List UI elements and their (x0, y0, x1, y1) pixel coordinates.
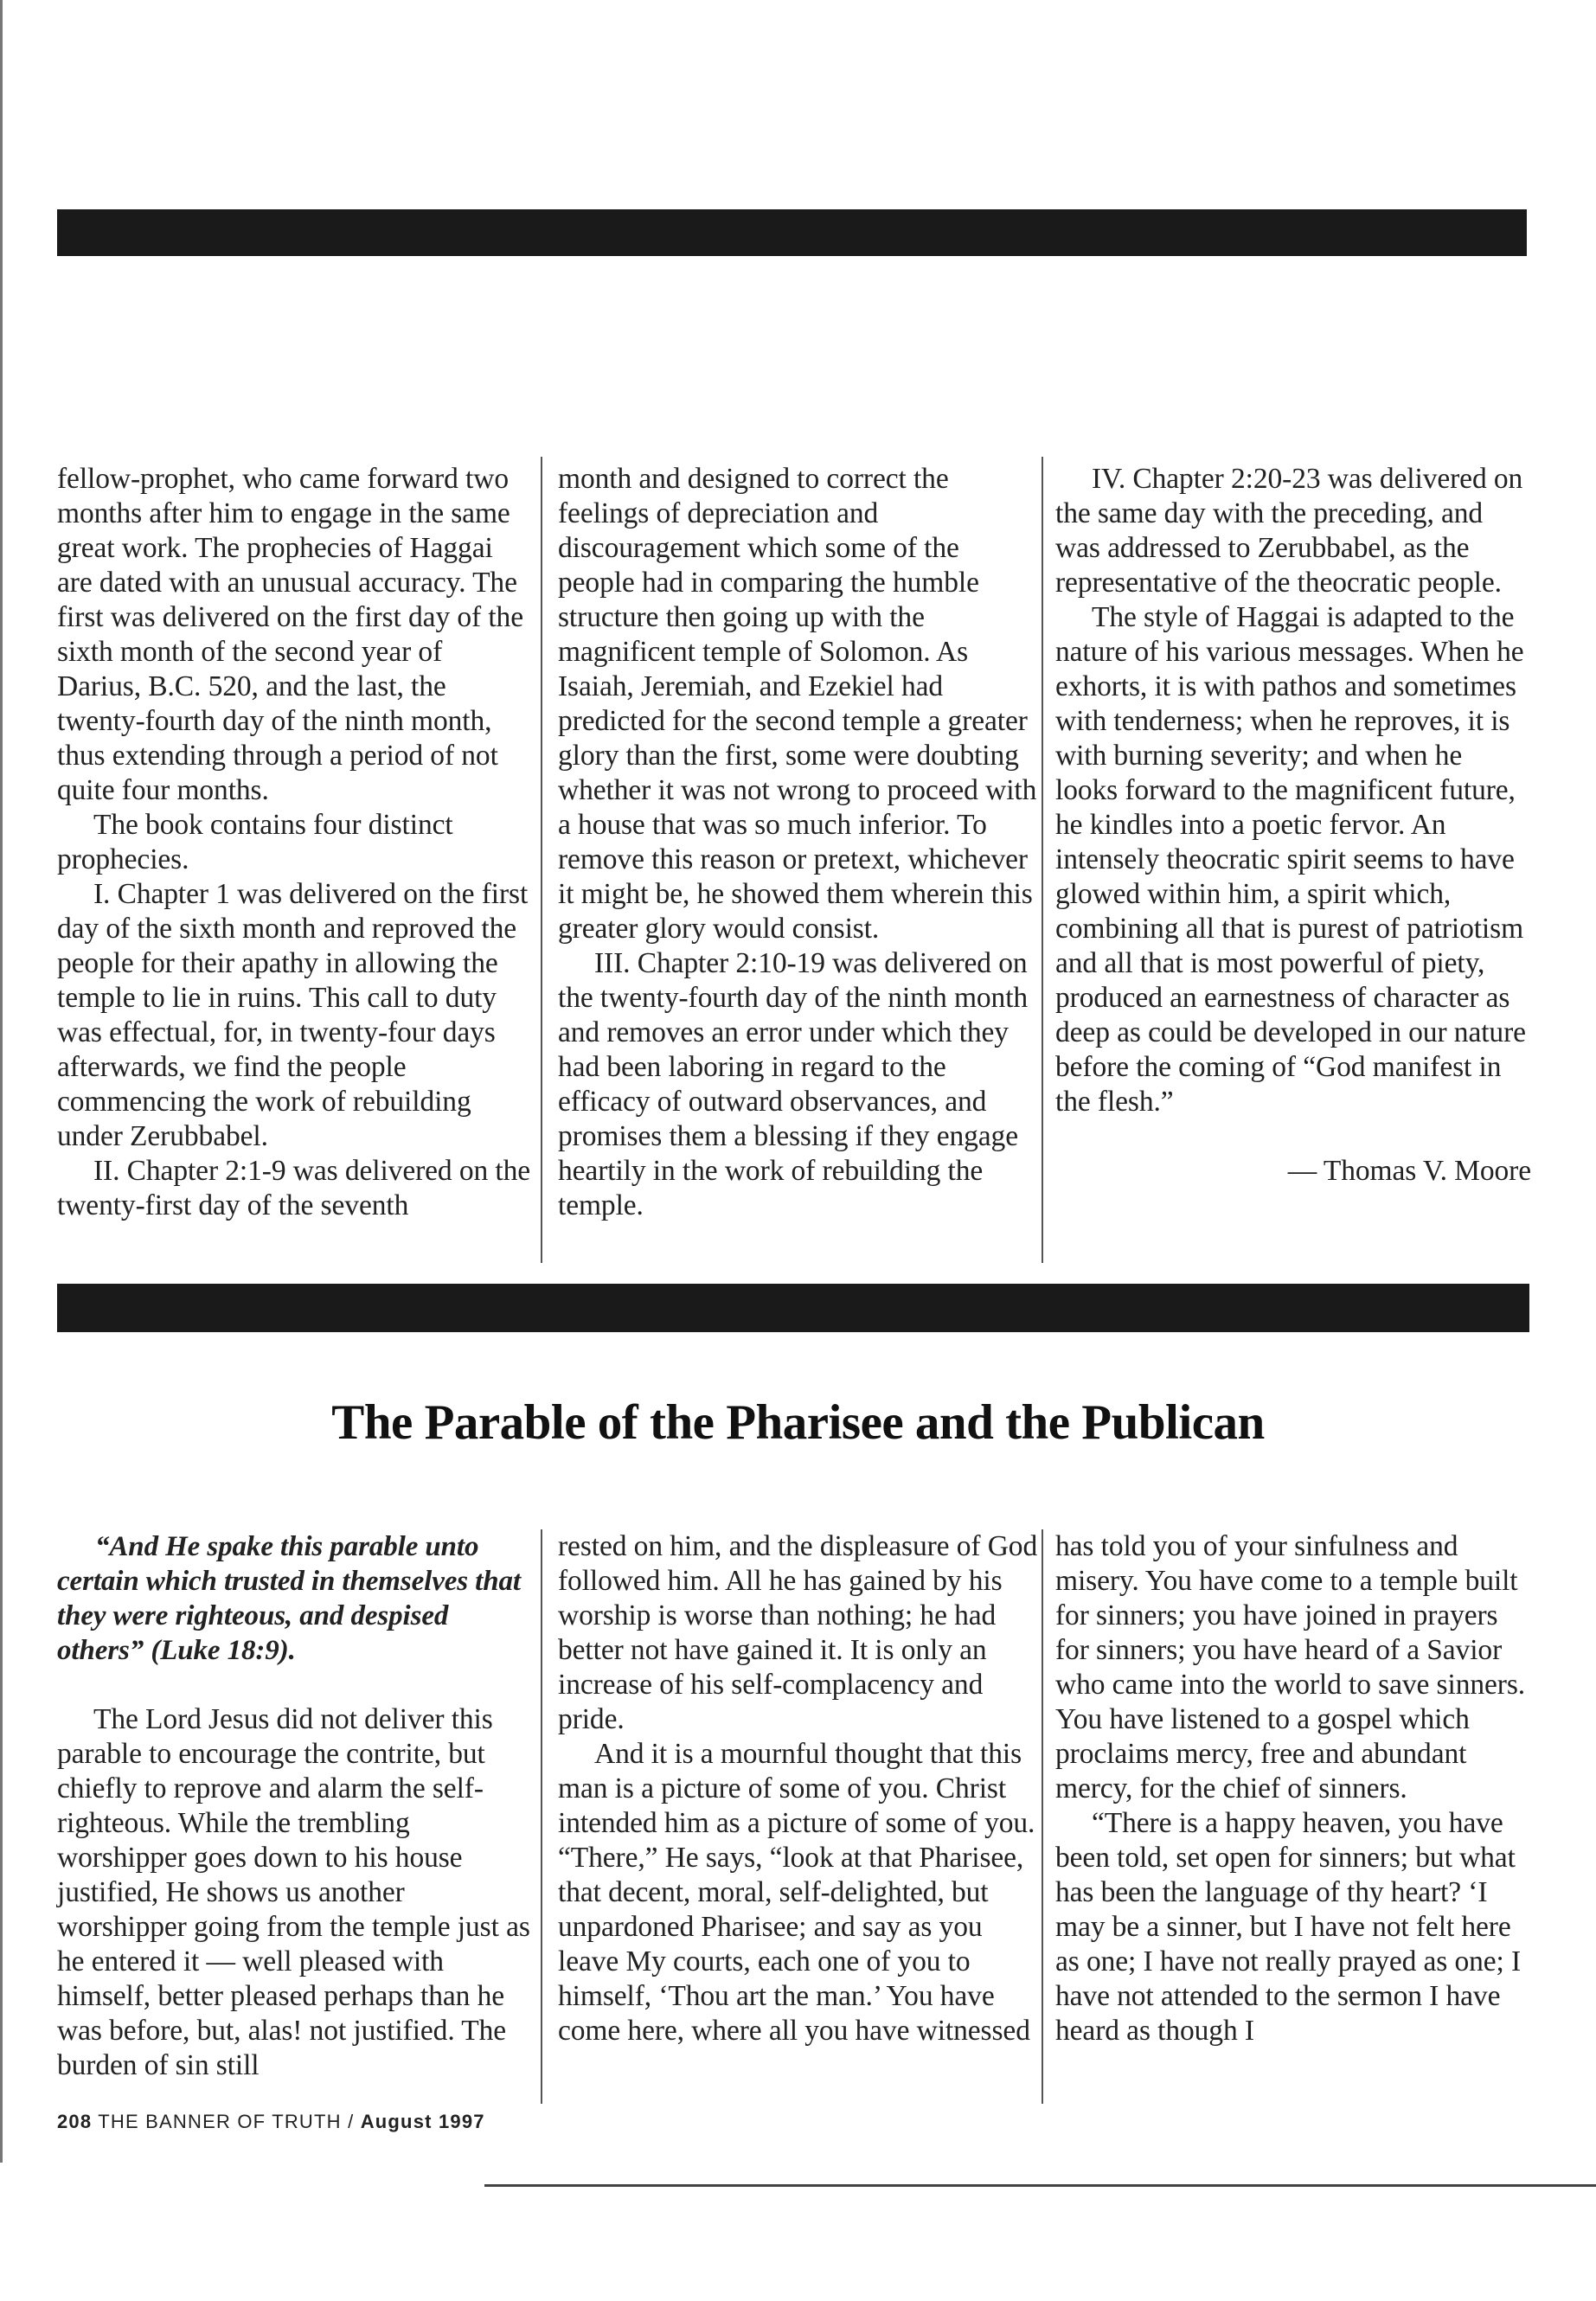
middle-decorative-bar (57, 1284, 1529, 1332)
column-rule (541, 457, 542, 1263)
paragraph: fellow-prophet, who came forward two months after him to engage in the same great work. The prophecies of Haggai are dated with an unusual accuracy. The first was delivered on the first day of the sixth month of the second year of Darius, B.C. 520, and the last, the twenty-fourth day of the ninth month, thus extending through a period of not quite four months. (57, 463, 523, 806)
article-column-3 (1055, 1529, 1531, 2048)
top-column-1 (57, 462, 533, 1223)
issue-date: August 1997 (360, 2111, 485, 2132)
column-rule (1042, 457, 1043, 1263)
article-column-1 (57, 1529, 533, 2083)
paragraph: The book contains four distinct prophecies. (57, 809, 453, 875)
paragraph: has told you of your sinfulness and misery. You have come to a temple built for sinners; you have joined in prayers for sinners; you have heard of a Savior who came into the world to save sinners. You have listened to a gospel which proclaims mercy, free and abundant mercy, for the chief of sinners. (1055, 1530, 1526, 1804)
column-rule (541, 1529, 542, 2104)
paragraph: II. Chapter 2:1-9 was delivered on the twenty-first day of the seventh (57, 1155, 531, 1221)
article-title: The Parable of the Pharisee and the Publican (331, 1395, 1265, 1450)
page-bottom-line (484, 2184, 1596, 2187)
page-number: 208 (57, 2111, 93, 2132)
paragraph: rested on him, and the displeasure of God followed him. All he has gained by his worship is worse than nothing; he had better not have gained it. It is only an increase of his self-complacency and pride. (558, 1530, 1038, 1735)
top-column-2 (558, 462, 1038, 1223)
paragraph: “There is a happy heaven, you have been told, set open for sinners; but what has been the language of thy heart? ‘I may be a sinner, but I have not felt here as one; I have not really prayed as one; I have not attended to the sermon I have heard as though I (1055, 1807, 1522, 2047)
paragraph: The Lord Jesus did not deliver this parable to encourage the contrite, but chiefly to reprove and alarm the self-righteous. While the trembling worshipper goes down to his house justified, He shows us another worshipper going from the temple just as he entered it — well pleased with himself, better pleased perhaps than he was before, but, alas! not justified. The burden of sin still (57, 1703, 530, 2081)
paragraph: The style of Haggai is adapted to the nature of his various messages. When he exhorts, it is with pathos and sometimes with tenderness; when he reproves, it is with burning severity; and when he looks forward to the magnificent future, he kindles into a poetic fervor. An intensely theocratic spirit seems to have glowed within him, a spirit which, combining all that is purest of patriotism and all that is most powerful of piety, produced an earnestness of character as deep as could be developed in our nature before the coming of “God manifest in the flesh.” (1055, 601, 1526, 1118)
paragraph: month and designed to correct the feelings of depreciation and discouragement which some of the people had in comparing the humble structure then going up with the magnificent temple of Solomon. As Isaiah, Jeremiah, and Ezekiel had predicted for the second temple a greater glory than the first, some were doubting whether it was not wrong to proceed with a house that was so much inferior. To remove this reason or pretext, whichever it might be, he showed them wherein this greater glory would consist. (558, 463, 1037, 945)
column-rule (1042, 1529, 1043, 2104)
author-signature: — Thomas V. Moore (1287, 1155, 1531, 1187)
epigraph-reference: (Luke 18:9). (151, 1635, 296, 1666)
page-edge-line (0, 0, 3, 2163)
article-column-2 (558, 1529, 1038, 2048)
epigraph-text: “And He spake this parable unto certain which trusted in themselves that they were righteous, and despised others” (57, 1531, 521, 1666)
top-decorative-bar (57, 209, 1527, 256)
top-column-3 (1055, 462, 1531, 1189)
epigraph (57, 1529, 533, 1668)
paragraph: And it is a mournful thought that this man is a picture of some of you. Christ intended him as a picture of some of you. “There,” He says, “look at that Pharisee, that decent, moral, self-delighted, but unpardoned Pharisee; and say as you leave My courts, each one of you to himself, ‘Thou art the man.’ You have come here, where all you have witnessed (558, 1738, 1035, 2047)
paragraph: IV. Chapter 2:20-23 was delivered on the same day with the preceding, and was addressed to Zerubbabel, as the representative of the theocratic people. (1055, 463, 1523, 599)
paragraph: I. Chapter 1 was delivered on the first day of the sixth month and reproved the people for their apathy in allowing the temple to lie in ruins. This call to duty was effectual, for, in twenty-four days afterwards, we find the people commencing the work of rebuilding under Zerubbabel. (57, 878, 529, 1152)
paragraph: III. Chapter 2:10-19 was delivered on the twenty-fourth day of the ninth month and removes an error under which they had been laboring in regard to the efficacy of outward observances, and promises them a blessing if they engage heartily in the work of rebuilding the temple. (558, 947, 1029, 1221)
footer-separator: / (348, 2111, 355, 2132)
publication-name: THE BANNER OF TRUTH (98, 2111, 342, 2132)
page-footer (57, 2111, 485, 2133)
